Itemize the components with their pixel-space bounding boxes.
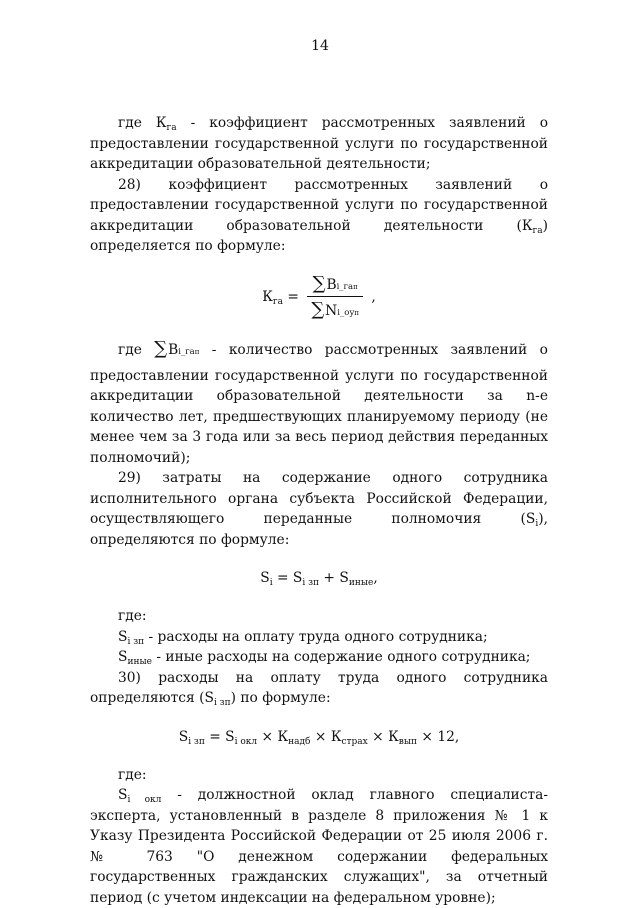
paragraph-29: 29) затраты на содержание одного сотрудника исполнительного органа субъекта Российской Федерации, осуществляющего переданные полномочия $(S_i)$, определяются по формуле: [90, 470, 548, 548]
formula-s-i: $S_i = S_{i зп} + S_{иные}$, [260, 570, 378, 588]
word: заявлений [450, 342, 528, 358]
word: о [539, 342, 548, 358]
fraction-denominator: ∑ N i_оу п [311, 299, 360, 320]
formula-s-i-zp: $S_{i зп} = S_{i окл} \times К_{надб} \times К_{страх} \times К_{вып} \times 12$, [178, 728, 460, 747]
equals-sign: = [282, 288, 304, 305]
formula-tail: , [367, 288, 376, 305]
sum-definition-row [90, 339, 548, 362]
fraction-numerator: ∑ В i_га п [312, 273, 358, 294]
gde-label-2: где: [118, 766, 147, 783]
fraction-bar [307, 296, 363, 297]
paragraph-30: 30) расходы на оплату труда одного сотрудника определяются $(S_{i зп})$ по формуле: [90, 669, 548, 708]
fraction [307, 273, 363, 320]
dash: - [211, 342, 217, 358]
page-number: 14 [311, 38, 329, 54]
definition-s-i-okl: $S_{i окл}$ - должностной оклад главного специалиста-эксперта, установленный в разделе 8 приложения № 1 к Указу Президента Российской Федерации от 25 июля 2006 г. № 763 "О денежном содержании федеральных государственных гражданских служащих", за отчетный период (с учетом индексации на федеральном уровне); [90, 787, 548, 906]
paragraph-k-ga-definition: где $К_{га}$ - коэффициент рассмотренных заявлений о предоставлении государственной услуги по государственной аккредитации образовательной деятельности; [90, 115, 548, 172]
gde-word: где [118, 342, 142, 358]
paragraph-sum-definition-cont: предоставлении государственной услуги по государственной аккредитации образовательной деятельности за n-е количество лет, предшествующих планируемому периоду (не менее чем за 3 года или за весь период действия переданных полномочий); [90, 367, 548, 466]
definition-s-inye: $S_{иные}$ - иные расходы на содержание одного сотрудника; [118, 649, 531, 667]
gde-label: где: [118, 608, 147, 624]
formula-lhs: $К_{га}$ [262, 288, 283, 307]
definition-s-i-zp: $S_{i зп}$ - расходы на оплату труда одного сотрудника; [118, 628, 488, 647]
sum-symbol: ∑ В i_га п [154, 337, 200, 359]
word: количество [228, 342, 313, 358]
document-body [90, 113, 548, 908]
word: рассмотренных [324, 342, 439, 358]
formula-k-ga [90, 269, 548, 325]
paragraph-28: 28) коэффициент рассмотренных заявлений о предоставлении государственной услуги по государственной аккредитации образовательной деятельности $(К_{га})$ определяется по формуле: [90, 176, 548, 254]
